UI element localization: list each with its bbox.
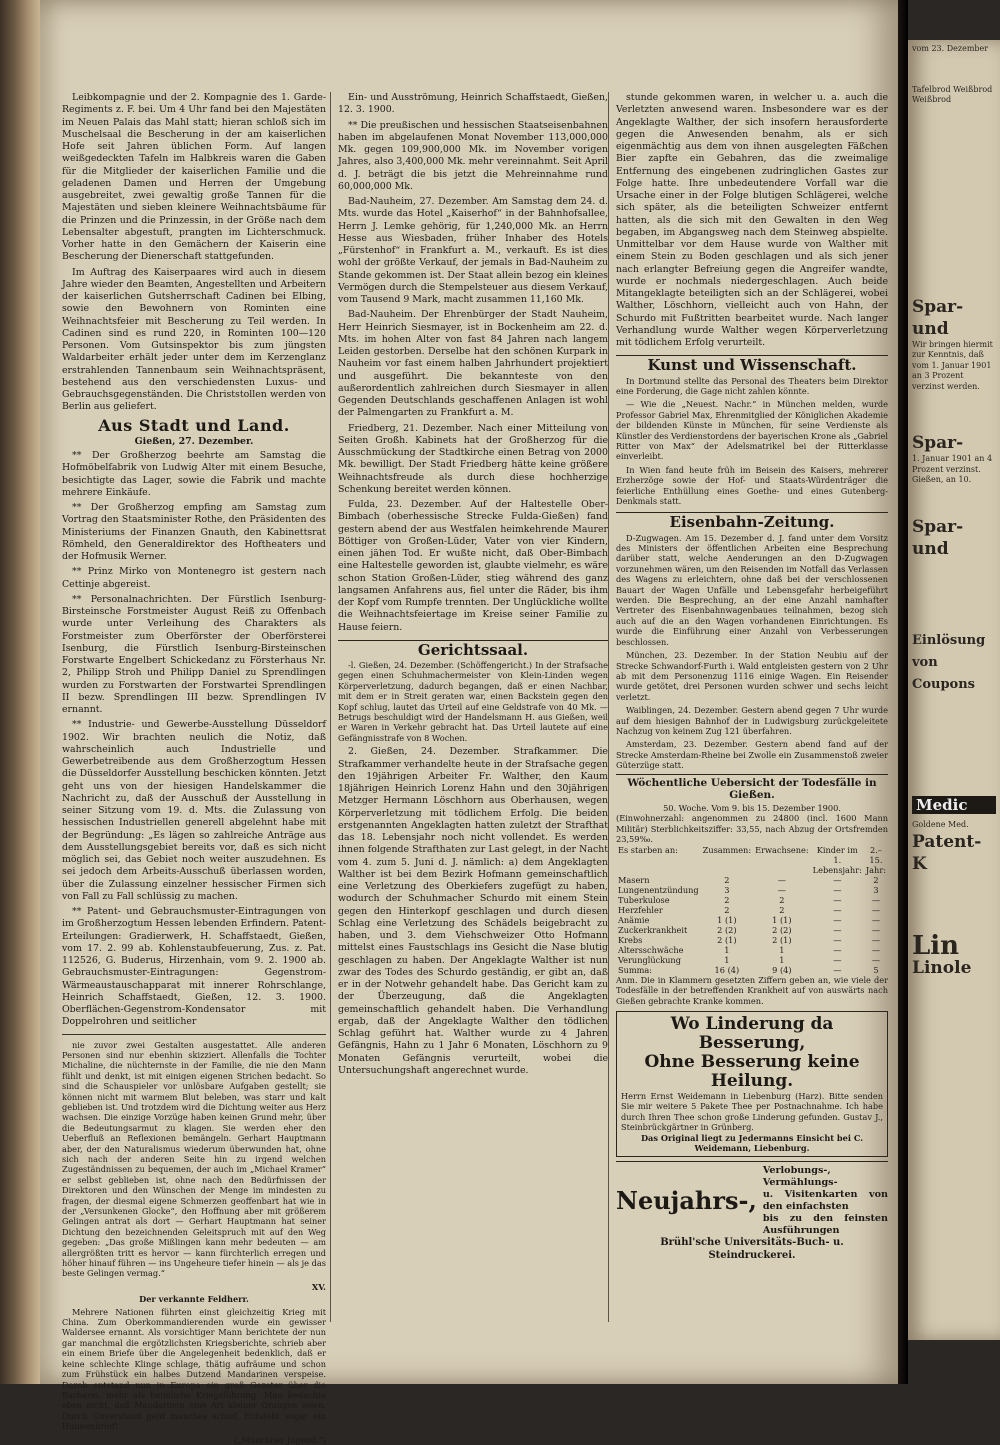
article-paragraph: ** Patent- und Gebrauchsmuster-Eintragungen von im Großherzogtum Hessen lebenden Erfindern. Patent-Erteilungen: Gradierwerk, H. Schaffstaedt, Gießen, vom 17. 2. 99 ab. Kohlenstaubfeuerung, Zus. z. Pat. 112526, G. Buderus, Hirzenhain, vom 9. 2. 1900 ab. Gebrauchsmuster-Eintragungen: Gegenstrom-Wärmeaustauschapparat mit innerer Rohrschlange, Heinrich Schaffstaedt, Gießen, 12. 3. 1900. Oberflächen-Gegenstrom-Kondensator mit Doppelrohren und seitlicher: [62, 906, 326, 1028]
article-paragraph: ** Personalnachrichten. Der Fürstlich Isenburg-Birsteinsche Forstmeister August Reiß zu Offenbach wurde unter Verleihung des Charakters als Forstmeister zum Oberförster der Oberförsterei Isenburg, die Fürstlich Isenburg-Birsteinschen Forstwarte Engelbert Schickedanz zu Försterhaus Nr. 2, Philipp Stroh und Philipp Daniel zu Sprendlingen wurden zu Forstwarten der Forstwartei Sprendlingen II bezw. Sprendlingen III bezw. Sprendlingen IV ernannt.: [62, 593, 326, 715]
adjacent-text: Tafelbrod Weißbrod Weißbrod: [912, 84, 993, 104]
deaths-table-heading: Wöchentliche Uebersicht der Todesfälle in Gießen.: [616, 774, 888, 802]
article-paragraph: ** Der Großherzog empfing am Samstag zum Vortrag den Staatsminister Rothe, den Präsidenten des Ministeriums der Finanzen Gnauth, den Kabinettsrat Römheld, den Generaldirektor des Hoftheaters und der Hofmusik Werner.: [62, 502, 326, 562]
table-row: [616, 965, 888, 975]
advertisement-tea: [616, 1011, 888, 1157]
table-header-cell: Es starben an:: [618, 844, 678, 855]
ad-line: u. Visitenkarten von den einfachsten: [762, 1189, 888, 1213]
table-cell: —: [871, 904, 881, 915]
ad-headline: Neujahrs-,: [616, 1186, 757, 1216]
article-paragraph: — Wie die „Neuest. Nachr.“ in München melden, wurde Professor Gabriel Max, Ehrenmitglied der Königlichen Akademie der bildenden Künste in München, für seine Verdienste als Künstler des Verdienstordens der bayerischen Krone als „Gabriel Ritter von Max“ der Adelsmatrikel bei der Ritterklasse einverleibt.: [616, 399, 888, 462]
table-cell: Tuberkulose: [618, 894, 670, 905]
article-paragraph: ** Der Großherzog beehrte am Samstag die Hofmöbelfabrik von Ludwig Alter mit einem Besuche, besichtigte das Lager, sowie die Fabrik und machte mehrere Einkäufe.: [62, 450, 326, 498]
table-row: [616, 895, 888, 905]
table-cell: —: [871, 914, 881, 925]
table-cell: —: [833, 944, 842, 955]
table-cell: —: [871, 944, 881, 955]
signature: XV.: [311, 1281, 326, 1292]
poem-text: Mehrere Nationen führten einst gleichzeitig Krieg mit China. Zum Oberkommandierenden wurde ein gewisser Waldersee ernannt. Als vorsichtiger Mann berichtete der nun gar manchmal die ergötzlichsten Kriegsberichte, schrieb aber ein einem Briefe über die Angelegenheit bedenklich, daß er keine schlechte Klinge schlage, thätig aufräume und schon zum Frühstück ein halbes Dutzend Mandarinen verspeise. Darob entstand nun in Europa ein groß Gezeter über die Barbarei, mehr als heimliche Kriegsführung. Man bedachte eben nicht, daß Mandarinen eine Art kleiner Orangen seien. Durch Unverstand geht manches schief, Entsteht sogar ein Hunnenbrief!: [62, 1306, 326, 1432]
ad-headline: Ohne Besserung keine Heilung.: [644, 1051, 860, 1091]
table-cell: —: [871, 894, 881, 905]
section-heading-eisenbahn-zeitung: Eisenbahn-Zeitung.: [616, 512, 888, 528]
section-heading-aus-stadt-und-land: Aus Stadt und Land.: [98, 415, 290, 435]
article-paragraph: Ein- und Ausströmung, Heinrich Schaffstaedt, Gießen, 12. 3. 1900.: [338, 92, 608, 116]
table-cell: 2: [724, 904, 730, 915]
article-paragraph: Bad-Nauheim. Der Ehrenbürger der Stadt Nauheim, Herr Heinrich Siesmayer, ist in Bockenheim am 22. d. Mts. im hohen Alter von fast 84 Jahren nach langem Leiden gestorben. Derselbe hat den schönen Kurpark in Nauheim vor fast einem halben Jahrhundert projektiert und ausgeführt. Die bekannteste von den außerordentlich zahlreichen durch Siesmayer in allen Gegenden Deutschlands geschaffenen Anlagen ist wohl der Palmengarten zu Frankfurt a. M.: [338, 309, 608, 419]
table-cell: 1: [724, 944, 730, 955]
table-cell: 1 (1): [772, 914, 792, 925]
table-cell: 3: [873, 884, 879, 895]
divider: [62, 1034, 326, 1035]
article-paragraph: In Wien fand heute früh im Beisein des Kaisers, mehrerer Erzherzöge sowie der Hof- und Staats-Würdenträger die feierliche Enthüllung eines Goethe- und eines Gutenberg-Denkmals statt.: [616, 464, 888, 506]
table-row: [616, 905, 888, 915]
table-cell: —: [833, 884, 842, 895]
adjacent-heading: Patent-K: [912, 831, 982, 874]
article-paragraph: ** Die preußischen und hessischen Staatseisenbahnen haben im abgelaufenen Monat November 113,000,000 Mk. gegen 109,900,000 Mk. im November vorigen Jahres, also 3,400,000 Mk. mehr vereinnahmt. Seit April d. J. beträgt die bis jetzt die Mehreinnahme rund 60,000,000 Mk.: [338, 119, 608, 192]
newspaper-page: [40, 0, 898, 1445]
table-row: [616, 885, 888, 895]
adjacent-text: Gießen, an 10.: [912, 475, 972, 484]
book-edge: [0, 0, 40, 1384]
ad-line: Verlobungs-, Vermählungs-: [762, 1165, 838, 1189]
deaths-table-info: (Einwohnerzahl: angenommen zu 24800 (incl. 1600 Mann Militär) Sterblichkeitsziffer: 33,55, nach Abzug der Ortsfremden 23,59‰.: [616, 813, 888, 845]
article-paragraph: In Dortmund stellte das Personal des Theaters beim Direktor eine Forderung, die Gage nicht zahlen könnte.: [616, 375, 888, 396]
article-paragraph: München, 23. Dezember. In der Station Neubiu auf der Strecke Schwandorf-Furth i. Wald entgleisten gestern von 2 Uhr ab mit dem Personenzug 1116 einige Wagen. Ein Reisender wurde getötet, drei Personen wurden schwer und sechs leicht verletzt.: [616, 650, 888, 702]
article-paragraph: stunde gekommen waren, in welcher u. a. auch die Verletzten anwesend waren. Insbesondere war es der Angeklagte Walther, der sich insofern herausforderte gegen die Anwesenden benahm, als er sich eigenmächtig aus dem von ihnen ausgelegten Fäßchen Bier zapfte ein Gebahren, das die zweimalige Entfernung des eingebenen zudringlichen Gastes zur Folge hatte. Ihre unbedeutendere Vorfall war die Ursache einer in der Folge blutigen Schlägerei, welche sich später, als die beteiligten Schweizer entfernt hatten, als die sich mit den Gewalten in den Weg begaben, im Abgangsweg nach dem Steinweg abspielte. Unmittelbar vor dem Hause wurde von Walther mit einem Stein zu Boden geschlagen und als sich jener nach erlangter Befreiung gegen die Angreifer wandte, wurde er nochmals niedergeschlagen. Auch beide Mitangeklagte beteiligten sich an der Schlägerei, wobei Walther, Löschhorn, vielleicht auch von Hahn, der Schurdo mit Fußtritten bearbeitet wurde. Nach langer Verhandlung wurde Walther wegen Körperverletzung mit tödlichem Erfolg verurteilt.: [616, 92, 888, 348]
table-cell: 2: [779, 904, 785, 915]
table-cell: 3: [724, 884, 730, 895]
table-header-cell: 2.–15. Jahr:: [865, 844, 886, 875]
table-cell: —: [833, 914, 842, 925]
table-cell: 2: [873, 874, 879, 885]
table-cell: —: [833, 954, 842, 965]
table-cell: 2: [779, 894, 785, 905]
column-2: [338, 92, 608, 1080]
table-cell: 1 (1): [717, 914, 737, 925]
ad-footer: Das Original liegt zu Jedermanns Einsicht bei C. Weidemann, Liebenburg.: [640, 1132, 864, 1153]
poem-title: Der verkannte Feldherr.: [139, 1294, 249, 1305]
table-row: [616, 945, 888, 955]
table-cell: —: [777, 884, 786, 895]
article-paragraph: Leibkompagnie und der 2. Kompagnie des 1. Garde-Regiments z. F. bei. Um 4 Uhr fand bei den Majestäten im Neuen Palais das Mahl statt; hieran schloß sich im Muschelsaal die Bescherung in der am kaiserlichen Hofe seit Jahren üblichen Form. Auf langen weißgedeckten Tafeln im Halbkreis waren die Gaben für die Mitglieder der kaiserlichen Familie und die geladenen Damen und Herren der Umgebung ausgebreitet, zwei gewaltig große Tannen für die Majestäten und sieben kleinere Weihnachtsbäume für die Prinzen und die Prinzessin, in der Größe nach dem Lebensalter abgestuft, prangten im Lichterschmuck. Vorher hatte in den Gemächern der Kaiserin eine Bescherung der Dienerschaft stattgefunden.: [62, 92, 326, 263]
table-cell: 16 (4): [714, 964, 740, 975]
table-row: [616, 925, 888, 935]
table-cell: —: [871, 954, 881, 965]
adjacent-text: Wir bringen hiermit zur Kenntnis, daß vom 1. Januar 1901 an 3 Prozent verzinst werden.: [912, 339, 993, 391]
table-cell: 2 (2): [772, 924, 792, 935]
table-cell: Herzfehler: [618, 904, 663, 915]
table-cell: 2: [724, 894, 730, 905]
table-cell: 2: [724, 874, 730, 885]
feuilleton-paragraph: nie zuvor zwei Gestalten ausgestattet. Alle anderen Personen sind nur ebenhin skizziert. Allenfalls die Tochter Michaline, die nüchternste in der Familie, die nie den Mann fühlt und denkt, ist mit einigen eigenen Strichen bedacht. So sind die Schauspieler vor unlösbare Aufgaben gestellt; sie können nicht mit warmem Blut beleben, was starr und kalt geblieben ist. Und trotzdem wird die Dichtung weiter aus Herz wachsen. Die einzige Vorzüge haben keinen Grund mehr, über die Bedeutungsarmut zu klagen. Sie werden eher den Ueberfluß an Reflexionen bemängeln. Gerhart Hauptmann aber, der den Naturalismus wiederum überwunden hat, ohne sich nach der anderen Seite hin zu irgend welchen Zugeständnissen zu bequemen, der auch im „Michael Kramer“ er selbst geblieben ist, ohne nach den Bedürfnissen der Direktoren und den Wünschen der Menge im mindesten zu fragen, der diesmal eigene Schmerzen geoffenbart hat wie in der „Versunkenen Glocke“, den Hoffnung aber mit größerem Gelingen antrat als dort — Gerhart Hauptmann hat seiner Dichtung den bezeichnenden Geleitspruch mit auf den Weg gegeben: „Das große Mißlingen kann mehr bedeuten — am allergrößten tritt es hervor — kann fürchterlich erregen und höher hinauf führen — ins Ungeheure tiefer hinein — als je das beste Gelingen vermag.“: [62, 1039, 326, 1279]
column-3: [616, 92, 888, 1262]
table-cell: —: [833, 924, 842, 935]
table-header-cell: Kinder im 1. Lebensjahr:: [812, 844, 862, 875]
table-cell: —: [871, 934, 881, 945]
deaths-table: [616, 845, 888, 975]
ad-line: bis zu den feinsten Ausführungen: [762, 1213, 888, 1237]
table-cell: —: [871, 924, 881, 935]
adjacent-heading: Lin: [912, 930, 960, 961]
article-paragraph: Bad-Nauheim, 27. Dezember. Am Samstag dem 24. d. Mts. wurde das Hotel „Kaiserhof“ in der Bahnhofsallee, Herrn J. Lemke gehörig, für 1,240,000 Mk. an Herrn Hesse aus Wiesbaden, früher Inhaber des Hotels „Fürstenhof“ in Frankfurt a. M., verkauft. Es ist dies wohl der größte Verkauf, der jemals in Bad-Nauheim zu Stande gekommen ist. Der Staat allein bezog ein kleines Vermögen durch die Stempelsteuer aus diesem Verkauf, vom Tausend 9 Mark, macht zusammen 11,160 Mk.: [338, 196, 608, 305]
table-cell: Altersschwäche: [618, 944, 684, 955]
table-header-cell: Zusammen:: [702, 844, 752, 855]
table-cell: —: [777, 874, 786, 885]
table-cell: 1: [724, 954, 730, 965]
section-heading-kunst-und-wissenschaft: Kunst und Wissenschaft.: [616, 355, 888, 371]
article-paragraph: ** Prinz Mirko von Montenegro ist gestern nach Cettinje abgereist.: [62, 566, 326, 590]
table-cell: —: [833, 904, 842, 915]
poem-source: („Münchner Jugend.“): [234, 1434, 326, 1445]
table-cell: —: [833, 874, 842, 885]
article-paragraph: Im Auftrag des Kaiserpaares wird auch in diesem Jahre wieder den Beamten, Angestellten und Arbeitern der kaiserlichen Gutsherrschaft Cadinen bei Elbing, sowie den Bewohnern von Rominten eine Weihnachtsfeier mit Bescherung zu Teil werden. In Cadinen sind es rund 220, in Rominten 100—120 Personen. Vom Gutsinspektor bis zum jüngsten Waldarbeiter erhält jeder unter dem im Kerzenglanz erstrahlenden Tannenbaum sein Weihnachtspräsent, bestehend aus den verschiedensten Luxus- und Gebrauchsgegenständen. Die Christstollen werden von Berlin aus geliefert.: [62, 266, 326, 413]
table-row: [616, 915, 888, 925]
article-paragraph: Fulda, 23. Dezember. Auf der Haltestelle Ober-Bimbach (oberhessische Strecke Fulda-Gießen) fand gestern abend der aus Westfalen heimkehrende Maurer Böttiger von Großen-Lüder, Vater von vier Kindern, einen jähen Tod. Er wußte nicht, daß Ober-Bimbach eine Haltestelle geworden ist, glaubte vielmehr, es wäre schon Station Großen-Lüder, stieg während des ganz langsamen Anfahrens aus, fiel unter die Räder, bis ihm der Kopf vom Rumpfe trennten. Der Unglückliche wollte die Weihnachtsfeiertage im Kreise seiner Familie zu Hause feiern.: [338, 499, 608, 633]
adjacent-heading: Spar-: [912, 433, 964, 453]
table-cell: 2 (1): [772, 934, 792, 945]
table-header-row: [616, 845, 888, 875]
article-paragraph: Waiblingen, 24. Dezember. Gestern abend gegen 7 Uhr wurde auf dem hiesigen Bahnhof der in Ludwigsburg zurückgeleitete Nachzug von keinem Zug 121 überfahren.: [616, 705, 888, 736]
table-cell: —: [833, 934, 842, 945]
table-cell: Masern: [618, 874, 650, 885]
table-cell: 2 (2): [717, 924, 737, 935]
article-paragraph: D-Zugwagen. Am 15. Dezember d. J. fand unter dem Vorsitz des Ministers der öffentlichen Arbeiten eine Besprechung darüber statt, welche Aenderungen an den D-Zugwagen vorzunehmen wären, um den Reisenden im Notfall das Verlassen des Wagens zu erleichtern, ohne daß bei der verschlossenen Bauart der Wagen Unfälle und Lebensgefahr herbeigeführt werden. Die Besprechung, an der eine Anzahl namhafter Vertreter des Eisenbahnwagenbaues teilnahmen, bezog sich auch auf die an den Wagen vorhandenen Einrichtungen. Es wurde die Einführung einer Anzahl von Verbesserungen beschlossen.: [616, 532, 888, 647]
ad-text: Herrn Ernst Weidemann in Liebenburg (Harz). Bitte senden Sie mir weitere 5 Pakete Thee per Postnachnahme. Ich habe durch Ihren Thee schon große Linderung gefunden. Gustav J., Steinbrückgärtner in Grünberg.: [621, 1090, 883, 1133]
table-cell: Krebs: [618, 934, 643, 945]
table-cell: Anämie: [618, 914, 650, 925]
table-cell: Zuckerkrankheit: [618, 924, 688, 935]
ad-line: Brühl'sche Universitäts-Buch- u. Steindruckerei.: [660, 1237, 844, 1261]
adjacent-text: vom 23. Dezember: [912, 44, 989, 53]
adjacent-heading: Spar- und: [912, 516, 964, 559]
adjacent-heading: Spar- und: [912, 296, 964, 339]
table-cell: 1: [779, 944, 785, 955]
column-rule: [608, 92, 609, 1322]
adjacent-heading: Linole: [912, 957, 972, 978]
section-heading-gerichtssaal: Gerichtssaal.: [338, 640, 608, 656]
table-cell: —: [833, 964, 842, 975]
advertisement-neujahrskarten: [616, 1161, 888, 1237]
table-cell: Verunglückung: [618, 954, 681, 965]
article-paragraph: 2. Gießen, 24. Dezember. Strafkammer. Die Strafkammer verhandelte heute in der Strafsache gegen den 19jährigen Arbeiter Fr. Walther, den Kaum 18jährigen Heinrich Lorenz Hahn und den 30jährigen Metzger Hermann Löschhorn aus Oberhausen, wegen Körperverletzung mit tödlichem Erfolg. Die beiden erstgenannten Angeklagten hatten zuletzt der Strafthat das 18. Lebensjahr noch nicht vollendet. Es werden ihnen folgende Strafthaten zur Last gelegt, in der Nacht vom 4. zum 5. Juni d. J. nämlich: a) dem Angeklagten Walther ist bei dem Bezirk Hofmann gemeinschaftlich eine Verletzung des Oberkiefers zugefügt zu haben, wodurch der Schuhmacher Schurdo mit einem Stein gegen den Hinterkopf geschlagen und durch diesen Schlag eine Verletzung des Schädels beigebracht zu haben, und 3. dem Viehschweizer Otto Hofmann mittelst eines Faustschlags ins Gesicht die Nase blutig geschlagen zu haben. Der Angeklagte Walther ist nun zwar des Todes des Schurdo geständig, er gibt an, daß er in der Notwehr gehandelt habe. Das Gericht kam zu der Überzeugung, daß die Angeklagten gemeinschaftlich gehandelt haben. Die Verhandlung ergab, daß der Angeklagte Walther den tödlichen Schlag geführt hat. Walther wurde zu 4 Jahren Gefängnis, Hahn zu 1 Jahr 6 Monaten, Löschhorn zu 9 Monaten Gefängnis verurteilt, wobei die Untersuchungshaft angerechnet wurde.: [338, 746, 608, 1076]
table-cell: 1: [779, 954, 785, 965]
table-cell: —: [833, 894, 842, 905]
table-cell: 2 (1): [717, 934, 737, 945]
article-paragraph: Friedberg, 21. Dezember. Nach einer Mitteilung von Seiten Großh. Kabinets hat der Großherzog für die Ausschmückung der Stadtkirche einen Betrag von 2000 Mk. bewilligt. Der Stadt Friedberg hätte keine größere Weihnachtsfreude als durch diese hochherzige Schenkung bereitet werden können.: [338, 422, 608, 495]
column-rule: [330, 92, 331, 1322]
table-cell: Summa:: [618, 964, 653, 975]
column-1: [62, 92, 326, 1445]
article-paragraph: -l. Gießen, 24. Dezember. (Schöffengericht.) In der Strafsache gegen einen Schuhmachermeister von Klein-Linden wegen Körperverletzung, dadurch begangen, daß er einen Nachbar, mit dem er in Streit geraten war, einen Backstein gegen den Kopf schlug, lautet das Urteil auf eine Geldstrafe von 40 Mk. — Betrugs beschuldigt wird der Handelsmann H. aus Gießen, weil er Waren in Verkehr gebracht hat. Das Urteil lautete auf eine Gefängnisstrafe von 8 Wochen.: [338, 660, 608, 743]
book-gutter: [898, 0, 908, 1384]
deaths-table-week: 50. Woche. Vom 9. bis 15. Dezember 1900.: [663, 803, 841, 814]
adjacent-page: [908, 40, 1000, 1340]
table-row: [616, 935, 888, 945]
table-cell: Lungenentzündung: [618, 884, 699, 895]
table-row: [616, 875, 888, 885]
adjacent-text: 1. Januar 1901 an 4 Prozent verzinst.: [912, 454, 993, 474]
article-paragraph: Amsterdam, 23. Dezember. Gestern abend fand auf der Strecke Amsterdam-Rheine bei Zwolle ein Zusammenstoß zweier Güterzüge statt.: [616, 739, 888, 771]
adjacent-heading: Einlösung von Coupons: [912, 632, 986, 692]
ad-headline: Wo Linderung da Besserung,: [670, 1013, 834, 1053]
dateline: Gießen, 27. Dezember.: [134, 435, 254, 447]
adjacent-text: Goldene Med.: [912, 820, 969, 829]
table-cell: 5: [873, 964, 879, 975]
table-header-cell: Erwachsene:: [755, 844, 809, 855]
article-paragraph: ** Industrie- und Gewerbe-Ausstellung Düsseldorf 1902. Wir brachten neulich die Notiz, daß wahrscheinlich auch Industrielle und Gewerbetreibende aus dem Großherzogtum Hessen die Düsseldorfer Ausstellung beschicken könnten. Jetzt geht uns von der hiesigen Handelskammer die Nachricht zu, daß der Ausschuß der Ausstellung in seiner Sitzung vom 19. d. Mts. die Zulassung von hessischen Industriellen generell abgelehnt habe mit der Begründung: „Es lägen so zahlreiche Anträge aus dem Ausstellungsgebiet bereits vor, daß es sich nicht möglich sei, das Gebiet noch weiter auszudehnen. Es sei jedoch dem Arbeits-Ausschuß überlassen worden, über die Zulassung einzelner hessischer Firmen sich von Fall zu Fall schlüssig zu machen.: [62, 719, 326, 902]
deaths-table-note: Anm. Die in Klammern gesetzten Ziffern geben an, wie viele der Todesfälle in der betreffenden Krankheit auf von auswärts nach Gießen gebrachte Kranke kommen.: [616, 974, 888, 1006]
adjacent-ad-block: Medic: [912, 796, 996, 815]
table-cell: 9 (4): [772, 964, 792, 975]
table-row: [616, 955, 888, 965]
